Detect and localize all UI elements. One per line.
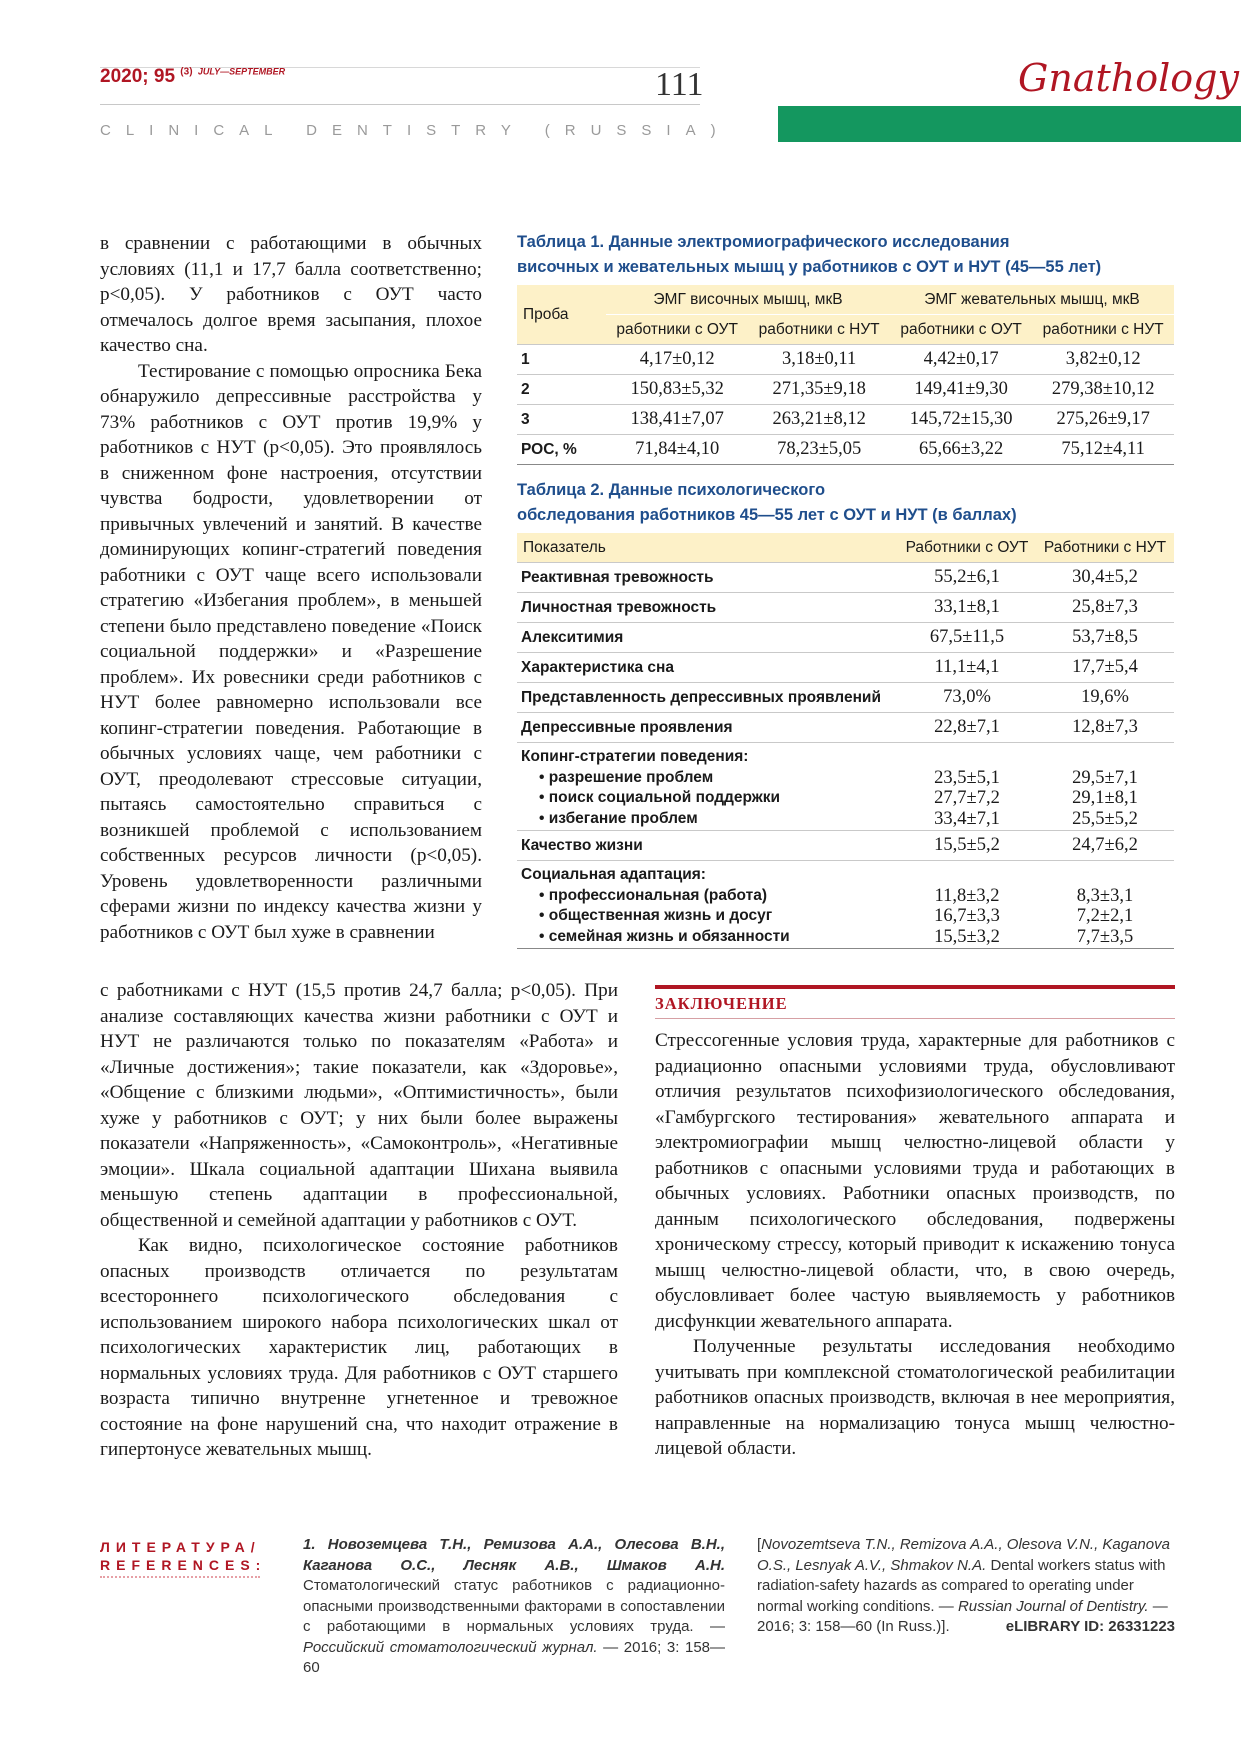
issue-info <box>100 66 285 88</box>
sub-label: • разрешение проблем <box>539 768 714 786</box>
table2-title-line: Таблица 2. Данные психологического <box>517 481 826 499</box>
references-label-en: REFERENCES: <box>100 1557 267 1573</box>
cell: 145,72±15,30 <box>890 405 1032 435</box>
sub-label: • общественная жизнь и досуг <box>539 907 773 924</box>
row-label: Депрессивные проявления <box>517 713 898 743</box>
table1-title-line: височных и жевательных мышц у работников с ОУТ и НУТ (45—55 лет) <box>517 258 1102 276</box>
cell: 11,8±3,2 <box>934 885 1000 906</box>
row-label: 1 <box>517 345 606 375</box>
cell-group <box>898 743 1036 831</box>
cell: 25,8±7,3 <box>1036 593 1174 623</box>
cell: 275,26±9,17 <box>1032 405 1174 435</box>
row-label: Алекситимия <box>517 623 898 653</box>
paragraph: с работниками с НУТ (15,5 против 24,7 балла; p<0,05). При анализе составляющих качества жизни работники с ОУТ и НУТ не различаются только по показателям «Работа» и «Личные достижения»; такие показатели, как «Здоровье», «Общение с близкими людьми», «Оптимистичность», были хуже у работников с ОУТ; у них были более выражены показатели «Напряженность», «Самоконтроль», «Негативные эмоции». Шкала социальной адаптации Шихана выявила меньшую степень адаптации в профессиональной, общественной и семейной адаптации у работников с ОУТ. <box>100 980 618 1231</box>
row-label: Реактивная тревожность <box>517 563 898 593</box>
cell: 3,82±0,12 <box>1032 345 1174 375</box>
reference-title: Dental workers status with radiation-safety hazards as compared to operating under normal working conditions. — <box>757 1556 1166 1615</box>
cell: 23,5±5,1 <box>934 767 1000 788</box>
cell: 271,35±9,18 <box>748 375 890 405</box>
cell: 138,41±7,07 <box>606 405 748 435</box>
row-label: 2 <box>517 375 606 405</box>
reference-en <box>757 1535 1175 1638</box>
group-label: Социальная адаптация: <box>521 866 706 883</box>
cell: 11,1±4,1 <box>898 653 1036 683</box>
cell: 16,7±3,3 <box>934 906 1000 926</box>
paragraph: Полученные результаты исследования необходимо учитывать при комплексной стоматологической реабилитации работников опасных производств, включая в нее мероприятия, направленные на нормализацию тонуса мышц челюстно-лицевой области. <box>655 1336 1175 1459</box>
cell: 7,2±2,1 <box>1076 906 1134 926</box>
table-row <box>517 345 1174 375</box>
cell: 25,5±5,2 <box>1072 808 1138 829</box>
reference-details: — 2016; 3: 158—60 (In Russ.)]. <box>757 1597 1168 1635</box>
references-dotted-rule <box>100 1576 260 1578</box>
cell: 17,7±5,4 <box>1036 653 1174 683</box>
reference-authors: 1. Новоземцева Т.Н., Ремизова А.А., Олесова В.Н., Каганова О.С., Лесняк А.В., Шмаков А.Н. <box>303 1536 725 1574</box>
table-row <box>517 831 1174 861</box>
cell: 33,4±7,1 <box>934 808 1000 829</box>
cell: 29,5±7,1 <box>1072 767 1138 788</box>
elibrary-id: eLIBRARY ID: 26331223 <box>1005 1618 1175 1635</box>
table2-title-line: обследования работников 45—55 лет с ОУТ и НУТ (в баллах) <box>517 506 1017 524</box>
cell: 150,83±5,32 <box>606 375 748 405</box>
table2-title <box>517 478 1017 528</box>
cell: 33,1±8,1 <box>898 593 1036 623</box>
header-rule <box>100 104 700 105</box>
sub-label: • семейная жизнь и обязанности <box>539 927 790 945</box>
journal-name: CLINICAL DENTISTRY (RUSSIA) <box>100 122 731 139</box>
table-row <box>517 623 1174 653</box>
cell: 55,2±6,1 <box>898 563 1036 593</box>
sub-label: • поиск социальной поддержки <box>539 789 781 806</box>
reference-journal: Russian Journal of Dentistry. <box>957 1597 1149 1615</box>
cell: 15,5±5,2 <box>898 831 1036 861</box>
row-label: Представленность депрессивных проявлений <box>517 683 898 713</box>
row-label: Личностная тревожность <box>517 593 898 623</box>
cell-group <box>1036 743 1174 831</box>
table1-subheader: работники с НУТ <box>1032 315 1174 345</box>
table-row <box>517 435 1174 465</box>
row-label-group <box>517 861 898 949</box>
table1 <box>517 285 1174 465</box>
cell: 73,0% <box>898 683 1036 713</box>
paragraph: Как видно, психологическое состояние работников опасных производств отличается по результатам всестороннего психологического обследования с использованием широкого набора психологических шкал от психологических характеристик лиц, работающих в нормальных условиях труда. Для работников с ОУТ старшего возраста типично внутренне угнетенное и тревожное состояние на фоне нарушений сна, что находит отражение в гипертонусе жевательных мышц. <box>100 1235 618 1460</box>
cell: 71,84±4,10 <box>606 435 748 465</box>
body-column-left-bottom <box>100 978 618 1463</box>
row-label: Качество жизни <box>517 831 898 861</box>
cell: 279,38±10,12 <box>1032 375 1174 405</box>
table-row <box>517 375 1174 405</box>
paragraph: Тестирование с помощью опросника Бека обнаружило депрессивные расстройства у 73% работников с ОУТ против 19,9% у работников с НУТ (p<0,05). Это проявлялось в сниженном фоне настроения, отсутствии чувства бодрости, удовлетворении от привычных увлечений и занятий. В качестве доминирующих копинг-стратегий поведения работники с ОУТ чаще всего использовали стратегию «Избегания проблем», в меньшей степени было представлено поведение «Поиск социальной поддержки» и «Разрешение проблем». Их ровесники среди работников с НУТ более равномерно использовали все копинг-стратегии поведения. Работающие в обычных условиях чаще, чем работники с ОУТ, преодолевают стрессовые ситуации, пытаясь самостоятельно справиться с возникшей проблемой с использованием собственных ресурсов личности (p<0,05). Уровень удовлетворенности различными сферами жизни по индексу качества жизни у работников с ОУТ был хуже в сравнении <box>100 360 482 943</box>
cell: 65,66±3,22 <box>890 435 1032 465</box>
table1-subheader: работники с ОУТ <box>890 315 1032 345</box>
row-label: Характеристика сна <box>517 653 898 683</box>
table2-header-nut: Работники с НУТ <box>1036 533 1174 563</box>
table1-subheader: работники с ОУТ <box>606 315 748 345</box>
table-row-coping <box>517 743 1174 831</box>
sub-label: • профессиональная (работа) <box>539 886 768 904</box>
cell-group <box>1036 861 1174 949</box>
table2-header-out: Работники с ОУТ <box>898 533 1036 563</box>
section-title: Gnathology <box>1018 56 1239 100</box>
cell: 149,41±9,30 <box>890 375 1032 405</box>
cell: 53,7±8,5 <box>1036 623 1174 653</box>
group-label: Копинг-стратегии поведения: <box>521 748 749 765</box>
table-row <box>517 713 1174 743</box>
row-label: 3 <box>517 405 606 435</box>
cell: 19,6% <box>1036 683 1174 713</box>
table2-header-indicator: Показатель <box>517 533 898 563</box>
body-column-left-top <box>100 231 482 945</box>
row-label-group <box>517 743 898 831</box>
table-row <box>517 593 1174 623</box>
reference-ru <box>303 1535 725 1679</box>
cell: 67,5±11,5 <box>898 623 1036 653</box>
conclusion-rule <box>655 985 1175 989</box>
paragraph: Стрессогенные условия труда, характерные для работников с радиационно опасными условиями труда, обусловливают отличия результатов психофизиологического обследования, «Гамбургского тестирования» жевательного аппарата и электромиографии мышц челюстно-лицевой области у работников с опасными условиями труда и работающих в обычных условиях. Работники опасных производств, по данным психологического обследования, подвержены хроническому стрессу, который приводит к искажению тонуса мышц челюстно-лицевой области, что, в свою очередь, обусловливает более частую выявляемость у работников дисфункции жевательного аппарата. <box>655 1030 1175 1332</box>
table1-subheader: работники с НУТ <box>748 315 890 345</box>
cell: 263,21±8,12 <box>748 405 890 435</box>
cell: 4,17±0,12 <box>606 345 748 375</box>
table1-title <box>517 230 1101 280</box>
page-number: 111 <box>655 66 704 103</box>
table-row <box>517 683 1174 713</box>
sub-label: • избегание проблем <box>539 809 698 827</box>
cell: 24,7±6,2 <box>1036 831 1174 861</box>
reference-details: — 2016; 3: 158—60 <box>303 1638 726 1676</box>
cell: 75,12±4,11 <box>1032 435 1174 465</box>
cell-group <box>898 861 1036 949</box>
cell: 27,7±7,2 <box>934 788 1000 808</box>
table2 <box>517 533 1174 949</box>
references-label-ru: ЛИТЕРАТУРА/ <box>100 1539 261 1555</box>
table1-header-masseter: ЭМГ жевательных мышц, мкВ <box>890 285 1174 315</box>
table1-header-proba: Проба <box>517 285 606 345</box>
conclusion-underline <box>655 1018 1175 1019</box>
cell: 22,8±7,1 <box>898 713 1036 743</box>
cell: 15,5±3,2 <box>934 926 1000 947</box>
issue-number: (3) <box>180 66 193 78</box>
reference-bracket: [ <box>757 1536 762 1553</box>
cell: 12,8±7,3 <box>1036 713 1174 743</box>
table1-title-line: Таблица 1. Данные электромиографического исследования <box>517 233 1010 251</box>
conclusion-text <box>655 1028 1175 1462</box>
cell: 8,3±3,1 <box>1076 885 1134 906</box>
table-row <box>517 653 1174 683</box>
table-row <box>517 405 1174 435</box>
conclusion-heading: ЗАКЛЮЧЕНИЕ <box>655 994 788 1013</box>
table-row-social <box>517 861 1174 949</box>
cell: 3,18±0,11 <box>748 345 890 375</box>
cell: 78,23±5,05 <box>748 435 890 465</box>
row-label: РОС, % <box>517 435 606 465</box>
cell: 29,1±8,1 <box>1072 788 1138 808</box>
reference-title: Стоматологический статус работников с радиационно-опасными производственными факторами в сопоставлении с работающими в нормальных условиях труда. — <box>303 1577 725 1635</box>
reference-journal: Российский стоматологический журнал. <box>303 1638 598 1656</box>
cell: 30,4±5,2 <box>1036 563 1174 593</box>
section-color-bar <box>778 106 1241 142</box>
cell: 7,7±3,5 <box>1076 926 1134 947</box>
reference-authors: Novozemtseva T.N., Remizova A.A., Olesova V.N., Kaganova O.S., Lesnyak A.V., Shmakov N.A. <box>757 1536 1170 1574</box>
table1-header-temporal: ЭМГ височных мышц, мкВ <box>606 285 890 315</box>
issue-months: JULY—SEPTEMBER <box>197 66 286 77</box>
cell: 4,42±0,17 <box>890 345 1032 375</box>
references-label <box>100 1538 266 1574</box>
year-volume: 2020; 95 <box>100 66 176 87</box>
table-row <box>517 563 1174 593</box>
paragraph: в сравнении с работающими в обычных условиях (11,1 и 17,7 балла соответственно; p<0,05). У работников с ОУТ часто отмечалось долгое время засыпания, плохое качество сна. <box>100 233 482 356</box>
